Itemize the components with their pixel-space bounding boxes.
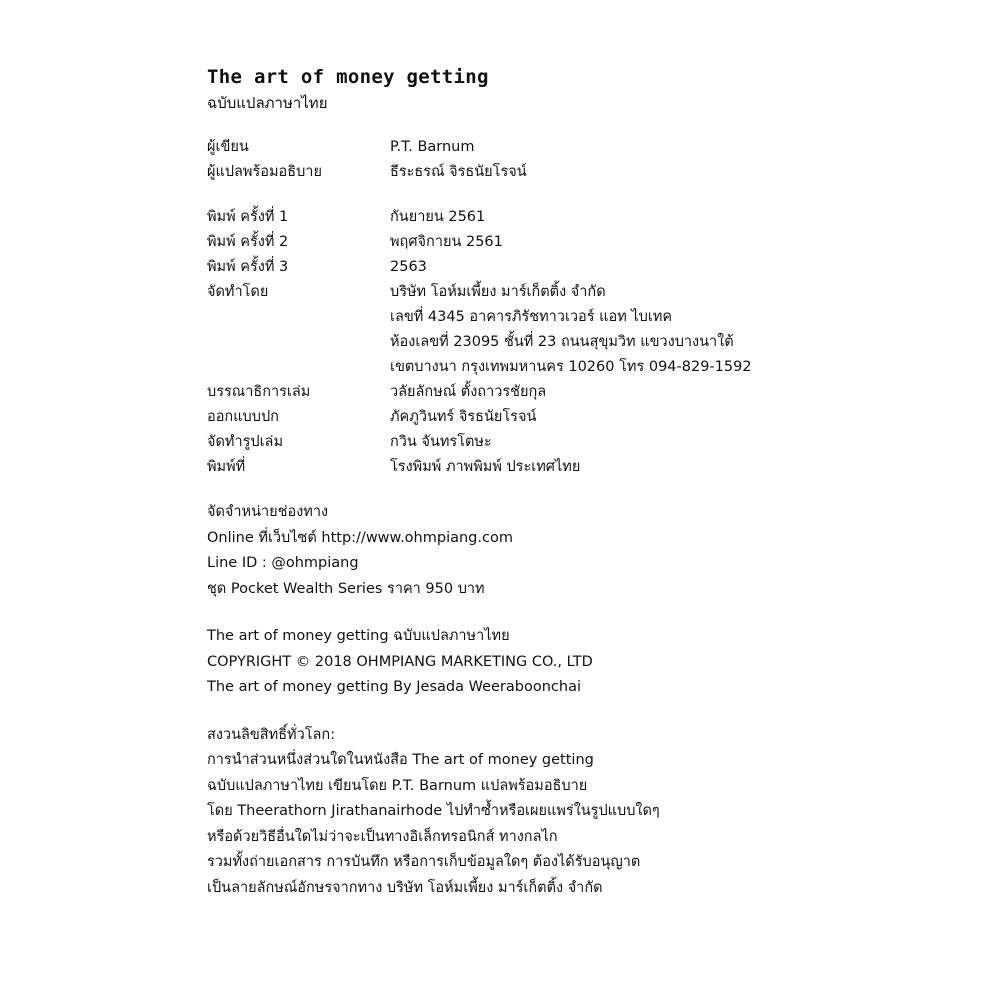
credit-value: เขตบางนา กรุงเทพมหานคร 10260 โทร 094-829-1592 bbox=[390, 359, 752, 375]
credit-value: กวิน จันทรโตษะ bbox=[390, 434, 492, 450]
credit-value: 2563 bbox=[390, 259, 427, 275]
credit-label bbox=[207, 355, 390, 380]
credit-label: ผู้แปลพร้อมอธิบาย bbox=[207, 164, 322, 180]
credit-row bbox=[207, 280, 767, 305]
rights-line: ฉบับแปลภาษาไทย เขียนโดย P.T. Barnum แปลพร้อมอธิบาย bbox=[207, 777, 588, 794]
distribution-line: ชุด Pocket Wealth Series ราคา 950 บาท bbox=[207, 580, 485, 597]
rights-line: รวมทั้งถ่ายเอกสาร การบันทึก หรือการเก็บข้อมูลใดๆ ต้องได้รับอนุญาต bbox=[207, 854, 641, 870]
section-spacer bbox=[207, 185, 767, 205]
credit-label: พิมพ์ที่ bbox=[207, 459, 246, 475]
credit-value: โรงพิมพ์ ภาพพิมพ์ ประเทศไทย bbox=[390, 459, 581, 475]
credit-label: จัดทำโดย bbox=[207, 284, 269, 300]
distribution-line: Online ที่เว็บไซต์ http://www.ohmpiang.com bbox=[207, 529, 513, 546]
credit-value: P.T. Barnum bbox=[390, 139, 475, 155]
distribution-section bbox=[207, 500, 767, 602]
credit-row bbox=[207, 230, 767, 255]
credits-section bbox=[207, 135, 767, 480]
credit-label: บรรณาธิการเล่ม bbox=[207, 384, 311, 400]
rights-section bbox=[207, 723, 767, 902]
copyright-line: The art of money getting By Jesada Weeraboonchai bbox=[207, 679, 581, 695]
credit-row bbox=[207, 205, 767, 230]
credit-label: พิมพ์ ครั้งที่ 2 bbox=[207, 234, 289, 250]
credit-value: ธีระธรณ์ จิรธนัยโรจน์ bbox=[390, 164, 527, 180]
rights-line: หรือด้วยวิธีอื่นใดไม่ว่าจะเป็นทางอิเล็กทรอนิกส์ ทางกลไก bbox=[207, 828, 558, 845]
rights-line: การนำส่วนหนึ่งส่วนใดในหนังสือ The art of money getting bbox=[207, 752, 594, 768]
credit-label: ออกแบบปก bbox=[207, 409, 279, 425]
copyright-line: COPYRIGHT © 2018 OHMPIANG MARKETING CO., LTD bbox=[207, 653, 593, 670]
credit-label: พิมพ์ ครั้งที่ 1 bbox=[207, 209, 289, 225]
credit-row bbox=[207, 455, 767, 480]
credit-row bbox=[207, 430, 767, 455]
credit-row bbox=[207, 135, 767, 160]
credit-row bbox=[207, 255, 767, 280]
credit-label: ผู้เขียน bbox=[207, 139, 249, 155]
book-title: The art of money getting bbox=[207, 66, 489, 88]
credit-label bbox=[207, 330, 390, 355]
credit-value: บริษัท โอห์มเพี้ยง มาร์เก็ตติ้ง จำกัด bbox=[390, 284, 606, 300]
credit-value: วลัยลักษณ์ ตั้งถาวรชัยกุล bbox=[390, 384, 547, 400]
rights-heading: สงวนลิขสิทธิ์ทั่วโลก: bbox=[207, 726, 336, 743]
copyright-line: The art of money getting ฉบับแปลภาษาไทย bbox=[207, 628, 510, 644]
credit-label bbox=[207, 305, 390, 330]
distribution-line: Line ID : @ohmpiang bbox=[207, 555, 359, 571]
credit-row bbox=[207, 380, 767, 405]
copyright-section bbox=[207, 624, 767, 701]
rights-line: โดย Theerathorn Jirathanairhode ไปทำซ้ำหรือเผยแพร่ในรูปแบบใดๆ bbox=[207, 803, 660, 819]
credit-value: พฤศจิกายน 2561 bbox=[390, 234, 503, 250]
book-subtitle: ฉบับแปลภาษาไทย bbox=[207, 94, 328, 112]
credit-row bbox=[207, 330, 767, 355]
credit-row bbox=[207, 355, 767, 380]
credit-row bbox=[207, 305, 767, 330]
credit-row bbox=[207, 160, 767, 185]
credit-label: พิมพ์ ครั้งที่ 3 bbox=[207, 259, 289, 275]
credit-value: กันยายน 2561 bbox=[390, 209, 486, 225]
credit-value: เลขที่ 4345 อาคารภิรัชทาวเวอร์ แอท ไบเทค bbox=[390, 309, 673, 325]
distribution-heading: จัดจำหน่ายช่องทาง bbox=[207, 504, 329, 520]
credit-value: ภัคภูวินทร์ จิรธนัยโรจน์ bbox=[390, 409, 537, 425]
copyright-page bbox=[207, 62, 767, 901]
credit-row bbox=[207, 405, 767, 430]
rights-line: เป็นลายลักษณ์อักษรจากทาง บริษัท โอห์มเพี้ยง มาร์เก็ตติ้ง จำกัด bbox=[207, 879, 603, 896]
credit-label: จัดทำรูปเล่ม bbox=[207, 434, 284, 450]
credit-value: ห้องเลขที่ 23095 ชั้นที่ 23 ถนนสุขุมวิท แขวงบางนาใต้ bbox=[390, 334, 734, 350]
